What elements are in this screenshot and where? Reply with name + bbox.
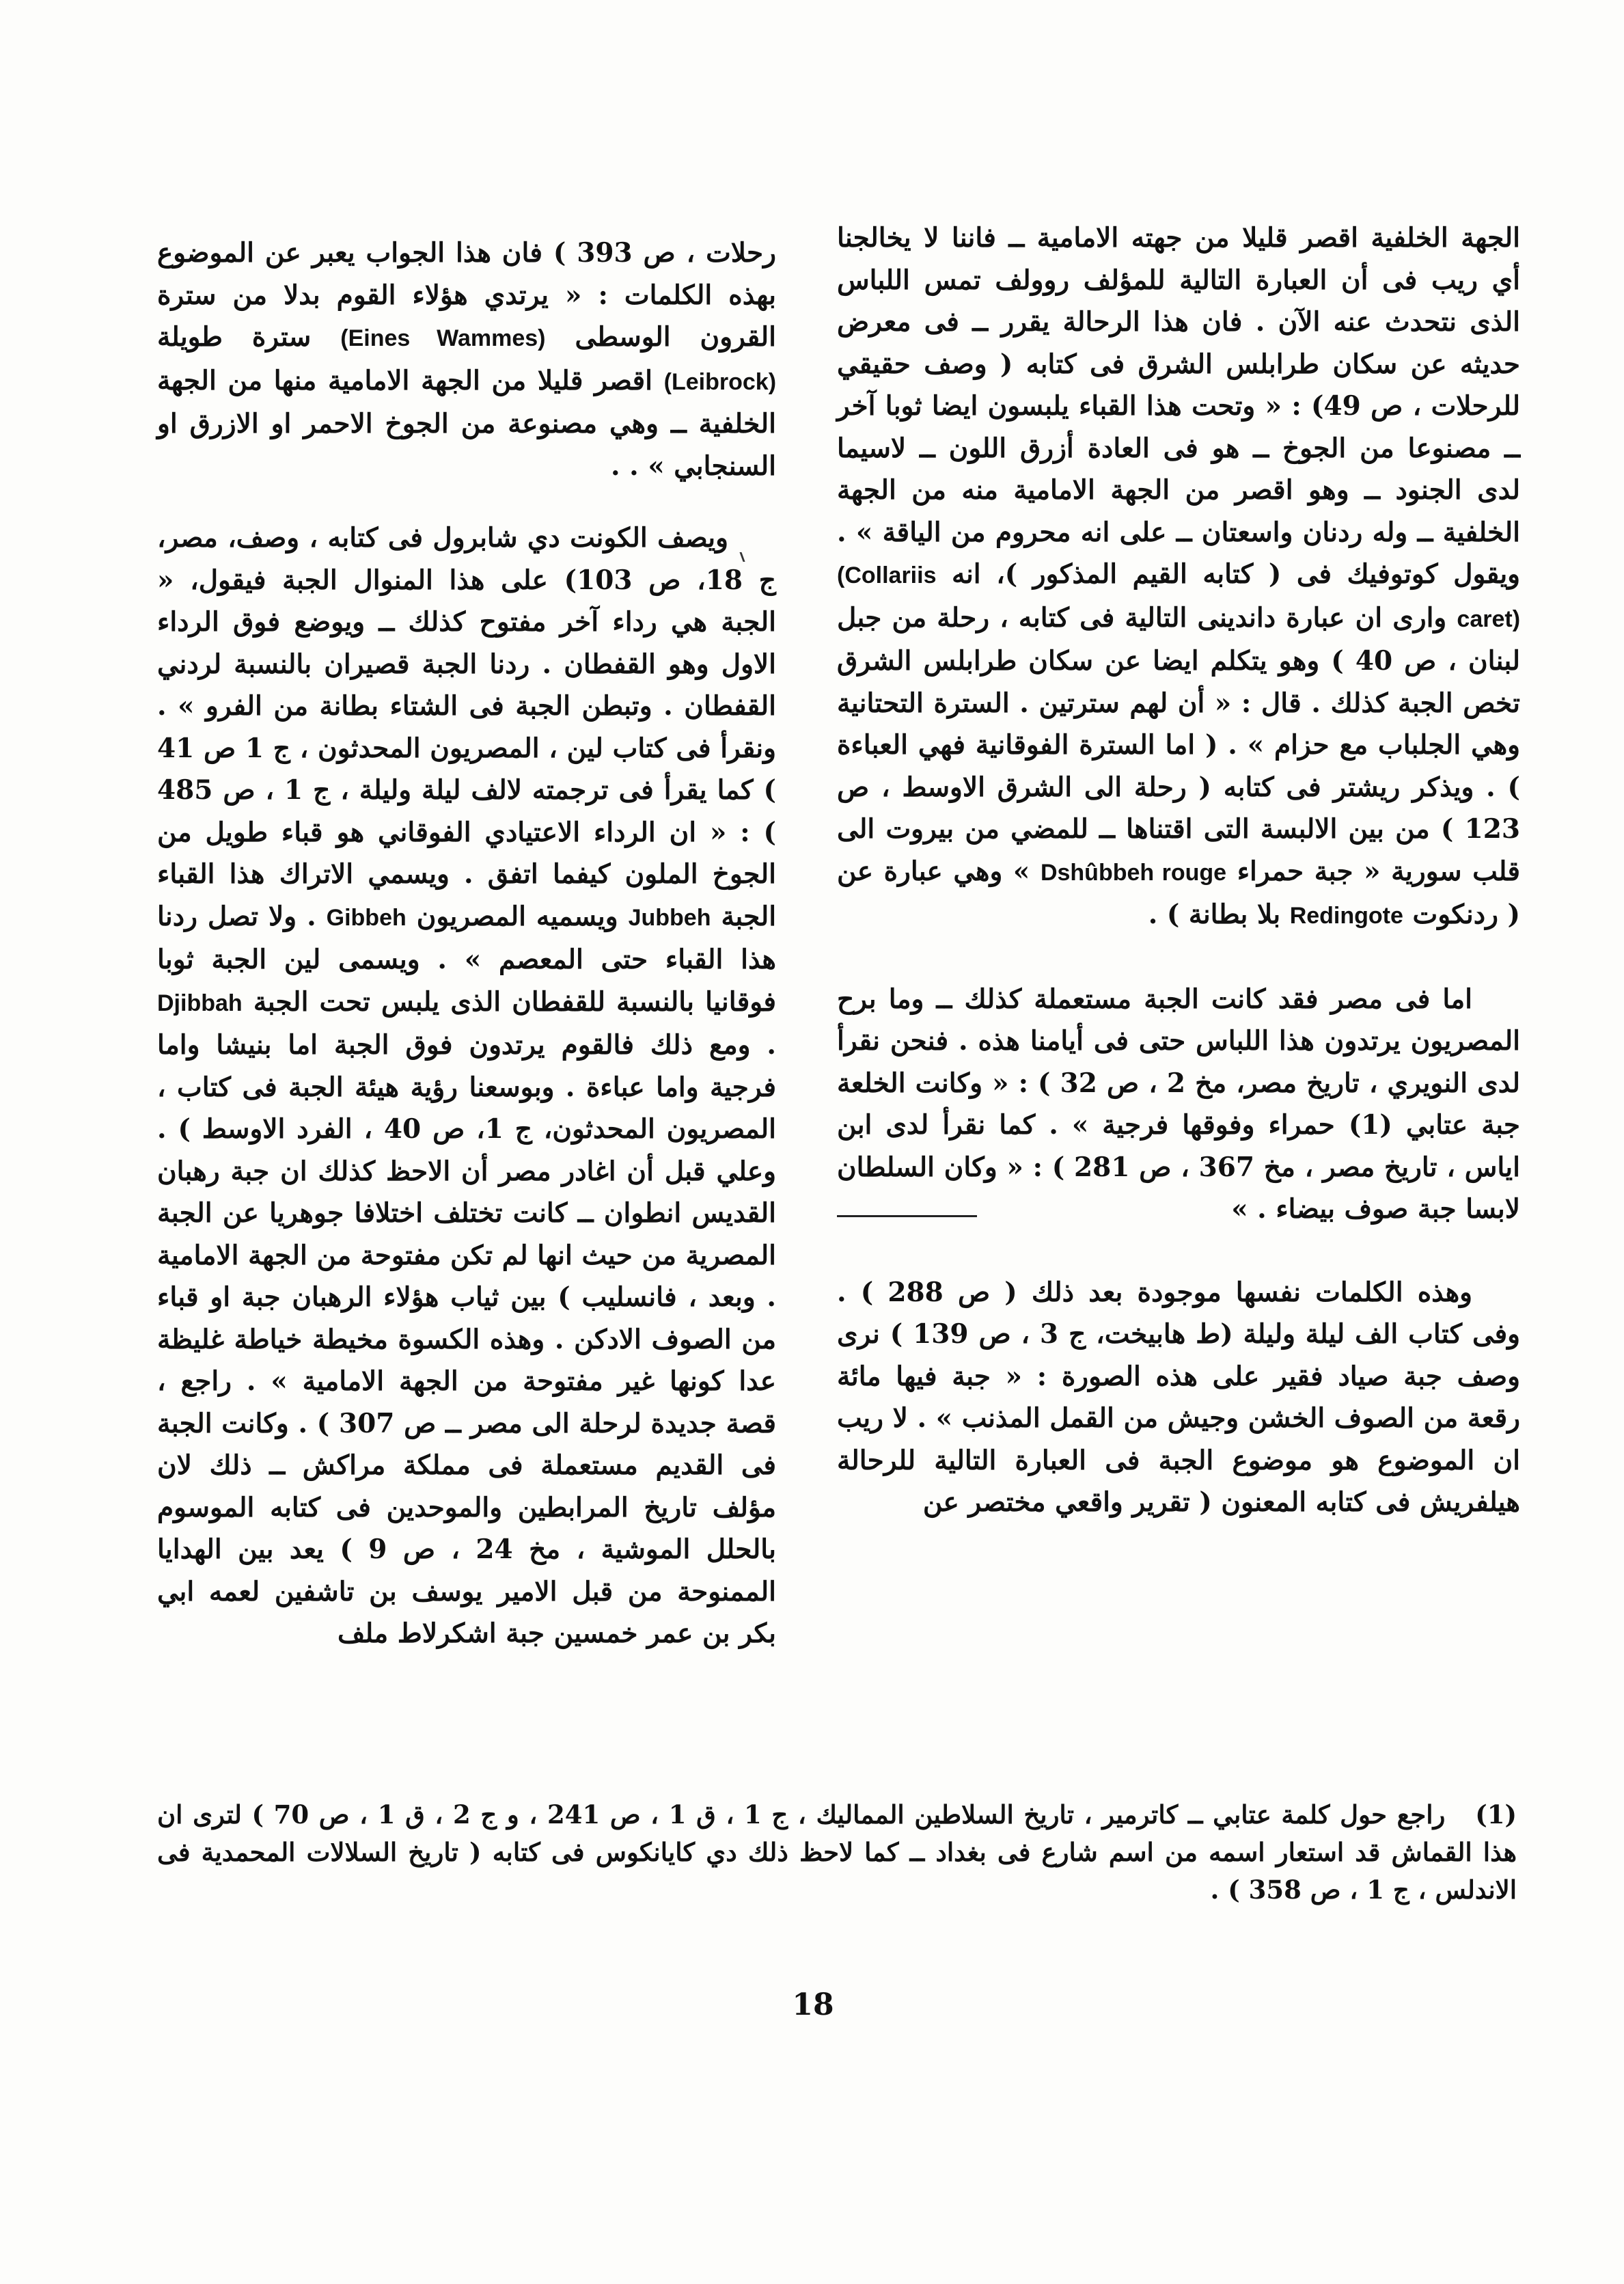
- latin-term: Dshûbbeh rouge: [1040, 859, 1227, 886]
- latin-term: Gibbeh: [326, 904, 407, 931]
- latin-term: (Eines Wammes): [340, 325, 546, 351]
- footnote: [157, 1796, 1517, 1909]
- paragraph: [157, 517, 776, 1655]
- left-column: [157, 232, 776, 1655]
- paragraph: [837, 217, 1520, 938]
- footnote-paragraph: [157, 1796, 1517, 1909]
- paragraph-gap: [837, 938, 1520, 979]
- footnote-marker: (1): [1475, 1799, 1517, 1830]
- text-run: ويصف الكونت دي شابرول فى كتابه ، وصف، مصر، ج 18، ص 103) على هذا المنوال الجبة فيقول، « الجبة هي رداء آخر مفتوح كذلك ــ ويوضع فوق الرداء الاول وهو القفطان . ردنا الجبة قصيران بالنسبة لردني القفطان . وتبطن الجبة فى الشتاء بطانة من الفرو » . ونقرأ فى كتاب لين ، المصريون المحدثون ، ج 1 ص 41 ) كما يقرأ فى ترجمته لالف ليلة وليلة ، ج 1 ، ص 485 ) : « ان الرداء الاعتيادي الفوقاني هو قباء طويل من الجوخ الملون كيفما اتفق . ويسمي الاتراك هذا القباء الجبة: [157, 522, 777, 932]
- text-run: ويسميه المصريون: [416, 900, 618, 932]
- latin-term: Jubbeh: [628, 904, 711, 931]
- latin-term: (Leibrock): [663, 368, 777, 395]
- text-run: سترة طويلة: [157, 321, 312, 353]
- text-run: رحلات ، ص 393 ) فان هذا الجواب يعبر عن الموضوع بهذه الكلمات : « يرتدي هؤلاء القوم بدلا من سترة القرون الوسطى: [157, 237, 776, 353]
- footnote-text: راجع حول كلمة عتابي ــ كاترمير ، تاريخ السلاطين المماليك ، ج 1 ، ق 1 ، ص 241 ، و ج 2 ، ق 1 ، ص 70 ) لترى ان هذا القماش قد استعار اسمه من اسم شارع فى بغداد ــ كما لاحظ ذلك دي كايانكوس فى كتابه ( تاريخ السلالات المحمدية فى الاندلس ، ج 1 ، ص 358 ) .: [157, 1799, 1517, 1905]
- latin-term: Djibbah: [157, 990, 243, 1016]
- paragraph-gap: [837, 1231, 1520, 1272]
- latin-term: (Collariis caret): [837, 562, 1521, 632]
- text-run: » وهي عبارة عن ( ردنكوت: [837, 855, 1520, 930]
- text-run: وارى ان عبارة داندينى التالية فى كتابه ، رحلة من جبل لبنان ، ص 40 ) وهو يتكلم ايضا عن سكان طرابلس الشرق تخص الجبة كذلك . قال : « أن لهم سترتين . السترة التحتانية وهي الجلباب مع حزام » . ( اما السترة الفوقانية فهي العباءة ) . ويذكر ريشتر فى كتابه ( رحلة الى الشرق الاوسط ، ص 123 ) من بين الالبسة التى اقتناها ــ للمضي من بيروت الى قلب سورية « جبة حمراء: [837, 601, 1520, 887]
- paragraph-gap: [157, 487, 776, 517]
- page-number: 18: [792, 1987, 834, 2022]
- text-run: . ولا تصل ردنا هذا القباء حتى المعصم » . ويسمى لين الجبة ثوبا فوقانيا بالنسبة للقفطان الذى يلبس تحت الجبة: [157, 900, 777, 1018]
- text-run: بلا بطانة ) .: [1148, 899, 1281, 930]
- text-run: اقصر قليلا من الجهة الامامية منها من الجهة الخلفية ــ وهي مصنوعة من الجوخ الاحمر او الازرق او السنجابي » . .: [157, 364, 776, 482]
- right-column: [837, 217, 1520, 1524]
- text-run: . ومع ذلك فالقوم يرتدون فوق الجبة اما بنيشا واما فرجية واما عباءة . وبوسعنا رؤية هيئة الجبة فى كتاب ، المصريون المحدثون، ج 1، ص 40 ، الفرد الاوسط ) . وعلي قبل أن اغادر مصر أن الاحظ كذلك ان جبة رهبان القديس انطوان ــ كانت تختلف اختلافا جوهريا عن الجبة المصرية من حيث انها لم تكن مفتوحة من الجهة الامامية . وبعد ، فانسليب ) بين ثياب هؤلاء الرهبان جبة او قباء من الصوف الادكن . وهذه الكسوة مخيطة خياطة غليظة عدا كونها غير مفتوحة من الجهة الامامية » . راجع ، قصة جديدة لرحلة الى مصر ــ ص 307 ) . وكانت الجبة فى القديم مستعملة فى مملكة مراكش ــ ذلك لان مؤلف تاريخ المرابطين والموحدين فى كتابه الموسوم بالحلل الموشية ، مخ 24 ، ص 9 ) يعد بين الهدايا الممنوحة من قبل الامير يوسف بن تاشفين لعمه ابي بكر بن عمر خمسين جبة اشكرلاط ملف: [157, 1029, 777, 1649]
- section-divider: [837, 1215, 977, 1217]
- latin-term: Redingote: [1289, 903, 1403, 929]
- paragraph: وهذه الكلمات نفسها موجودة بعد ذلك ( ص 288 ) . وفى كتاب الف ليلة وليلة (ط هابيخت، ج 3 ، ص 139 ) نرى وصف جبة صياد فقير على هذه الصورة : « جبة فيها مائة رقعة من الصوف الخشن وجيش من القمل المذنب » . لا ريب ان الموضوع هو موضوع الجبة فى العبارة التالية للرحالة هيلفريش فى كتابه المعنون ( تقرير واقعي مختصر عن: [837, 1276, 1520, 1518]
- text-run: الجهة الخلفية اقصر قليلا من جهته الامامية ــ فاننا لا يخالجنا أي ريب فى أن العبارة التالية للمؤلف روولف تمس اللباس الذى نتحدث عنه الآن . فان هذا الرحالة يقرر ــ فى معرض حديثه عن سكان طرابلس الشرق فى كتابه ( وصف حقيقي للرحلات ، ص 49) : « وتحت هذا القباء يلبسون ايضا ثوبا آخر ــ مصنوعا من الجوخ ــ هو فى العادة أزرق اللون ــ لاسيما لدى الجنود ــ وهو اقصر من الجهة الامامية منه من الجهة الخلفية ــ وله ردنان واسعتان ــ على انه محروم من الياقة » . ويقول كوتوفيك فى ( كتابه القيم المذكور )، انه: [837, 222, 1521, 590]
- paragraph: اما فى مصر فقد كانت الجبة مستعملة كذلك ــ وما برح المصريون يرتدون هذا اللباس حتى فى أيامنا هذه . فنحن نقرأ لدى النويري ، تاريخ مصر، مخ 2 ، ص 32 ) : « وكانت الخلعة جبة عتابي (1) حمراء وفوقها فرجية » . كما نقرأ لدى ابن اياس ، تاريخ مصر ، مخ 367 ، ص 281 ) : « وكان السلطان لابسا جبة صوف بيضاء . »: [837, 983, 1520, 1225]
- paragraph: [157, 232, 776, 487]
